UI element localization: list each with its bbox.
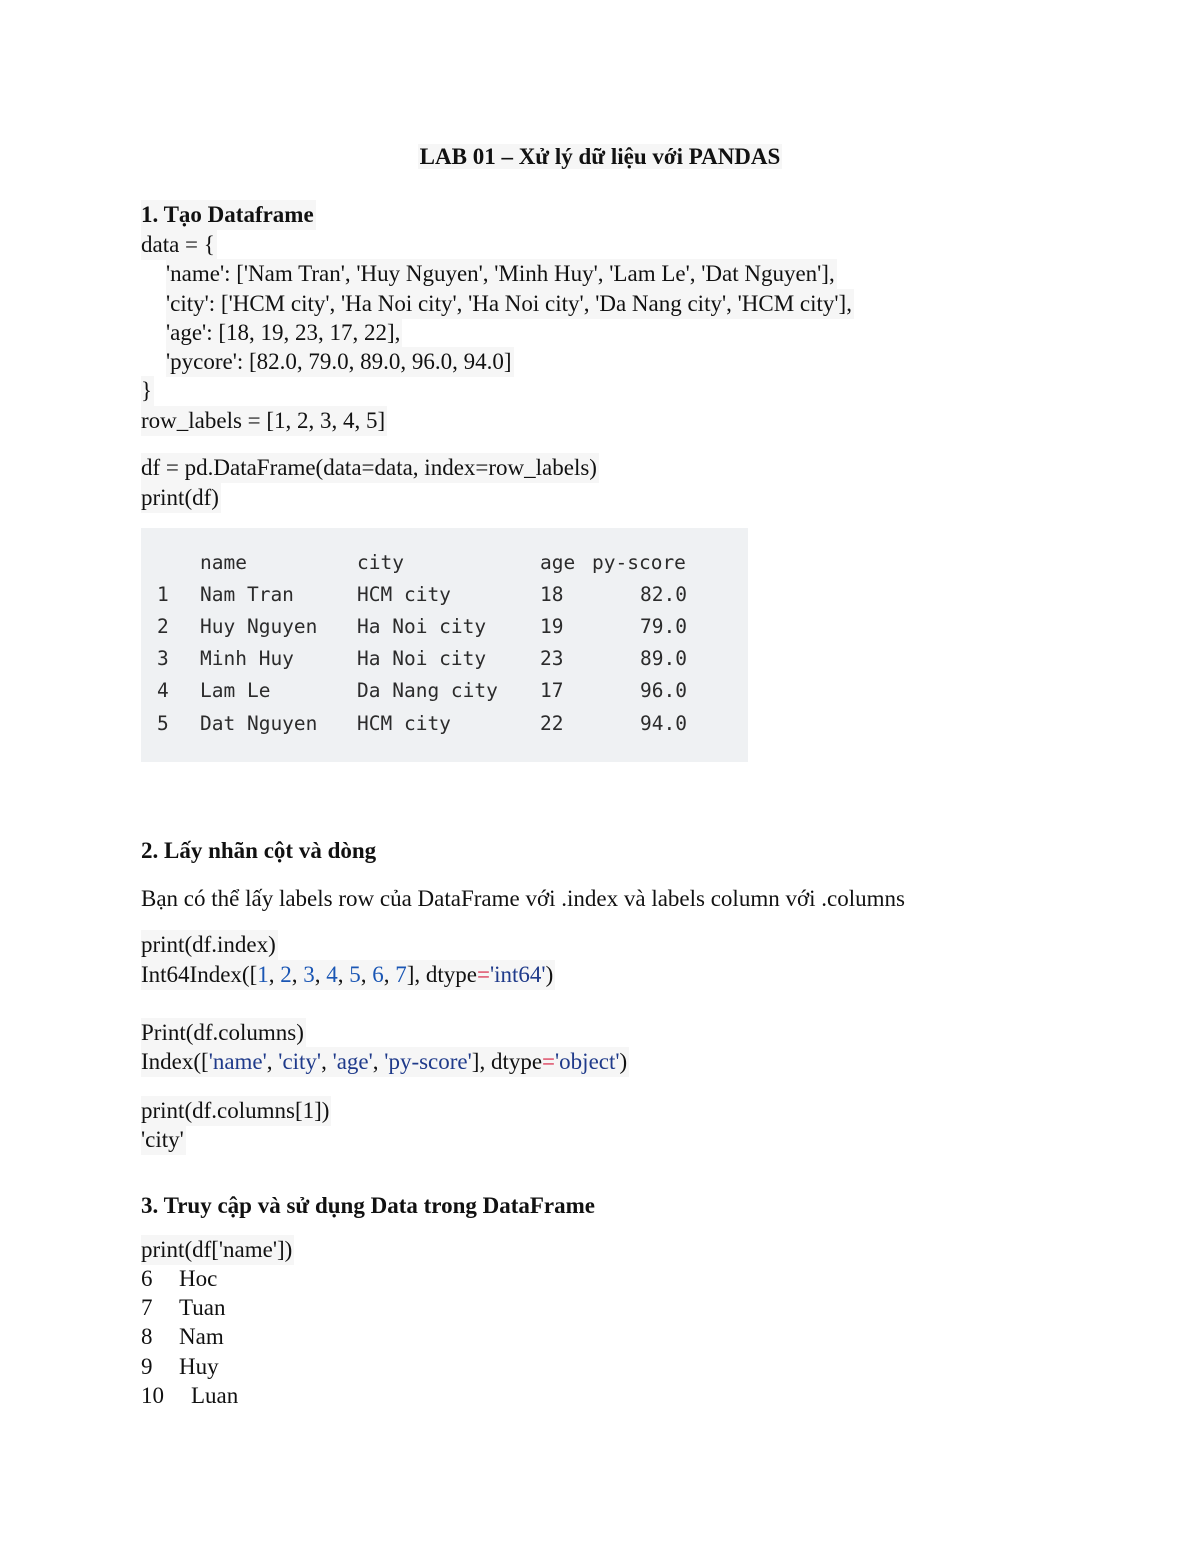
column1-command: print(df.columns[1]) (141, 1096, 331, 1126)
table-header: age (540, 550, 576, 574)
table-row (151, 643, 687, 675)
columns-output: Index(['name', 'city', 'age', 'py-score'], dtype='object') (141, 1047, 629, 1077)
table-cell: 18 (540, 582, 564, 606)
table-cell: Minh Huy (200, 647, 294, 671)
table-cell: HCM city (357, 582, 451, 606)
table-cell: 19 (540, 614, 564, 638)
code-line: 'age': [18, 19, 23, 17, 22], (166, 318, 402, 348)
table-cell: Huy Nguyen (200, 614, 318, 638)
table-row (151, 610, 687, 642)
table-cell: Nam Tran (200, 582, 294, 606)
list-item: 8 Nam (141, 1324, 224, 1349)
print-line: print(df) (141, 483, 221, 513)
section2-heading: 2. Lấy nhãn cột và dòng (141, 838, 377, 863)
table-cell: Lam Le (200, 679, 271, 703)
table-header-row (151, 546, 687, 578)
table-cell: Dat Nguyen (200, 711, 318, 735)
section1-heading: 1. Tạo Dataframe (141, 200, 316, 230)
table-cell: 1 (157, 582, 169, 606)
code-line: row_labels = [1, 2, 3, 4, 5] (141, 406, 387, 436)
table-row (151, 707, 687, 739)
table-cell: 89.0 (640, 647, 687, 671)
table-cell: 94.0 (640, 711, 687, 735)
table-cell: 79.0 (640, 614, 687, 638)
table-cell: 2 (157, 614, 169, 638)
index-command: print(df.index) (141, 930, 278, 960)
page-title: LAB 01 – Xử lý dữ liệu với PANDAS (419, 144, 781, 169)
section2-description: Bạn có thể lấy labels row của DataFrame với .index và labels column với .columns (141, 886, 905, 911)
name-command: print(df['name']) (141, 1235, 294, 1265)
list-item: 6 Hoc (141, 1266, 218, 1291)
table-cell: 22 (540, 711, 564, 735)
table-cell: Ha Noi city (357, 647, 487, 671)
code-line: 'city': ['HCM city', 'Ha Noi city', 'Ha Noi city', 'Da Nang city', 'HCM city'], (166, 289, 854, 319)
code-line: data = { (141, 230, 217, 260)
table-cell: Da Nang city (357, 679, 498, 703)
table-cell: 3 (157, 647, 169, 671)
dataframe-output (141, 528, 748, 762)
table-cell: 4 (157, 679, 169, 703)
code-line: 'name': ['Nam Tran', 'Huy Nguyen', 'Minh Huy', 'Lam Le', 'Dat Nguyen'], (166, 259, 837, 289)
table-cell: 5 (157, 711, 169, 735)
code-line: 'pycore': [82.0, 79.0, 89.0, 96.0, 94.0] (166, 347, 514, 377)
df-line: df = pd.DataFrame(data=data, index=row_labels) (141, 453, 599, 483)
table-cell: 17 (540, 679, 564, 703)
column1-output: 'city' (141, 1125, 186, 1155)
table-header: name (200, 550, 247, 574)
index-output: Int64Index([1, 2, 3, 4, 5, 6, 7], dtype='int64') (141, 960, 555, 990)
section3-heading: 3. Truy cập và sử dụng Data trong DataFrame (141, 1193, 596, 1218)
table-row (151, 578, 687, 610)
table-cell: 23 (540, 647, 564, 671)
table-cell: 82.0 (640, 582, 687, 606)
table-cell: 96.0 (640, 679, 687, 703)
list-item: 10 Luan (141, 1383, 239, 1408)
table-header: py-score (592, 550, 686, 574)
dataframe-table (151, 546, 687, 739)
table-header (151, 546, 200, 578)
list-item: 7 Tuan (141, 1295, 226, 1320)
columns-command: Print(df.columns) (141, 1018, 306, 1048)
table-cell: Ha Noi city (357, 614, 487, 638)
table-header: city (357, 550, 404, 574)
table-cell: HCM city (357, 711, 451, 735)
code-line: } (141, 376, 154, 406)
table-row (151, 675, 687, 707)
list-item: 9 Huy (141, 1354, 219, 1379)
